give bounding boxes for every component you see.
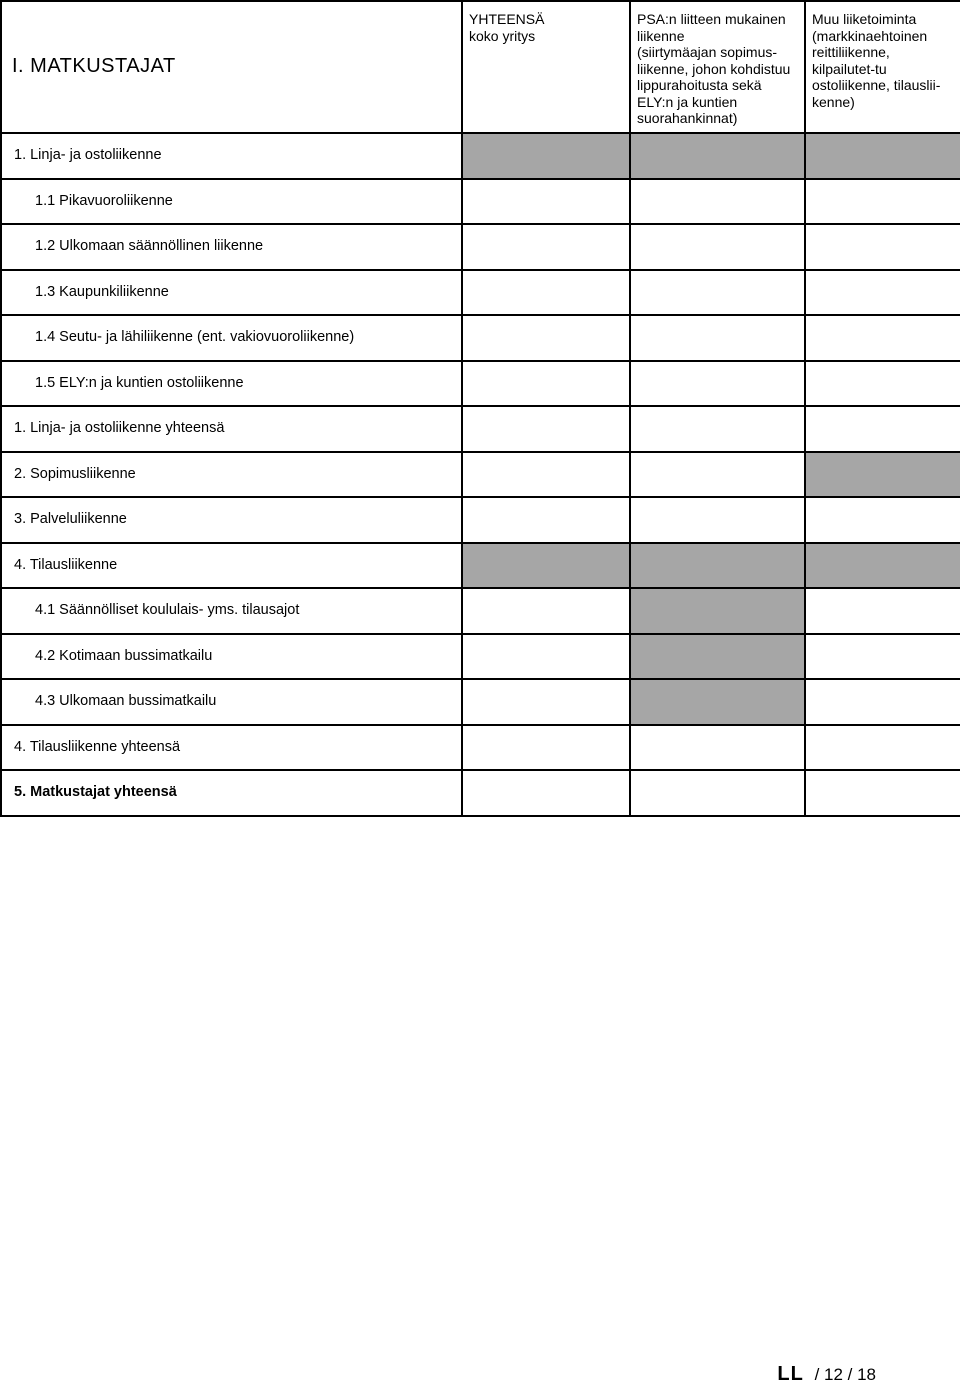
- value-cell-psa[interactable]: [630, 770, 805, 816]
- row-label: 4. Tilausliikenne yhteensä: [1, 725, 462, 771]
- row-label: 2. Sopimusliikenne: [1, 452, 462, 498]
- row-label: 5. Matkustajat yhteensä: [1, 770, 462, 816]
- value-cell-other: [805, 543, 960, 589]
- table-row: [1, 133, 960, 179]
- row-label: 1.2 Ulkomaan säännöllinen liikenne: [1, 224, 462, 270]
- header-psa-cell: [630, 1, 805, 133]
- value-cell-total[interactable]: [462, 770, 630, 816]
- table-row: [1, 452, 960, 498]
- value-cell-total[interactable]: [462, 497, 630, 543]
- table-row: [1, 634, 960, 680]
- value-cell-psa[interactable]: [630, 315, 805, 361]
- value-cell-other[interactable]: [805, 361, 960, 407]
- value-cell-psa[interactable]: [630, 452, 805, 498]
- table-row: [1, 588, 960, 634]
- table-row: [1, 361, 960, 407]
- row-label: 1.4 Seutu- ja lähiliikenne (ent. vakiovuoroliikenne): [1, 315, 462, 361]
- header-total: YHTEENSÄ koko yritys: [469, 11, 545, 44]
- header-total-cell: [462, 1, 630, 133]
- value-cell-other: [805, 452, 960, 498]
- value-cell-other[interactable]: [805, 224, 960, 270]
- table-row: [1, 679, 960, 725]
- table-row: [1, 315, 960, 361]
- table-row: [1, 179, 960, 225]
- table-row: [1, 497, 960, 543]
- table-header-row: [1, 1, 960, 133]
- row-label: 4.3 Ulkomaan bussimatkailu: [1, 679, 462, 725]
- table-row: [1, 270, 960, 316]
- value-cell-other[interactable]: [805, 634, 960, 680]
- value-cell-other[interactable]: [805, 270, 960, 316]
- ll-logo: LL: [777, 1363, 804, 1385]
- value-cell-psa: [630, 133, 805, 179]
- value-cell-other[interactable]: [805, 679, 960, 725]
- header-other: Muu liiketoiminta (markkinaehtoinen reittiliikenne, kilpailutet-tu ostoliikenne, tilauslii-kenne): [812, 11, 941, 110]
- header-other-cell: [805, 1, 960, 133]
- value-cell-total[interactable]: [462, 179, 630, 225]
- value-cell-total: [462, 543, 630, 589]
- value-cell-psa: [630, 634, 805, 680]
- value-cell-total[interactable]: [462, 270, 630, 316]
- value-cell-psa[interactable]: [630, 361, 805, 407]
- value-cell-psa[interactable]: [630, 224, 805, 270]
- value-cell-other[interactable]: [805, 406, 960, 452]
- table-row: [1, 406, 960, 452]
- value-cell-total[interactable]: [462, 315, 630, 361]
- page-footer: [777, 1364, 876, 1385]
- page-number: / 12 / 18: [814, 1365, 876, 1384]
- row-label: 1.3 Kaupunkiliikenne: [1, 270, 462, 316]
- value-cell-psa[interactable]: [630, 497, 805, 543]
- row-label: 4.2 Kotimaan bussimatkailu: [1, 634, 462, 680]
- value-cell-total[interactable]: [462, 588, 630, 634]
- value-cell-other[interactable]: [805, 588, 960, 634]
- row-label: 4. Tilausliikenne: [1, 543, 462, 589]
- row-label: 1.1 Pikavuoroliikenne: [1, 179, 462, 225]
- value-cell-other: [805, 133, 960, 179]
- value-cell-other[interactable]: [805, 770, 960, 816]
- value-cell-psa: [630, 679, 805, 725]
- row-label: 1. Linja- ja ostoliikenne yhteensä: [1, 406, 462, 452]
- section-title: I. MATKUSTAJAT: [12, 54, 176, 77]
- value-cell-total[interactable]: [462, 224, 630, 270]
- value-cell-other[interactable]: [805, 497, 960, 543]
- value-cell-psa: [630, 588, 805, 634]
- row-label: 1.5 ELY:n ja kuntien ostoliikenne: [1, 361, 462, 407]
- header-psa: PSA:n liitteen mukainen liikenne (siirtymäajan sopimus-liikenne, johon kohdistuu lippurahoitusta sekä ELY:n ja kuntien suorahankinnat): [637, 11, 791, 126]
- value-cell-total[interactable]: [462, 725, 630, 771]
- table-row: [1, 543, 960, 589]
- value-cell-psa[interactable]: [630, 270, 805, 316]
- value-cell-total[interactable]: [462, 406, 630, 452]
- value-cell-total[interactable]: [462, 361, 630, 407]
- value-cell-other[interactable]: [805, 315, 960, 361]
- value-cell-total: [462, 133, 630, 179]
- value-cell-psa: [630, 543, 805, 589]
- table-row: [1, 725, 960, 771]
- value-cell-psa[interactable]: [630, 725, 805, 771]
- value-cell-other[interactable]: [805, 725, 960, 771]
- value-cell-total[interactable]: [462, 452, 630, 498]
- value-cell-other[interactable]: [805, 179, 960, 225]
- row-label: 3. Palveluliikenne: [1, 497, 462, 543]
- value-cell-total[interactable]: [462, 634, 630, 680]
- row-label: 1. Linja- ja ostoliikenne: [1, 133, 462, 179]
- value-cell-total[interactable]: [462, 679, 630, 725]
- value-cell-psa[interactable]: [630, 406, 805, 452]
- table-row: [1, 770, 960, 816]
- value-cell-psa[interactable]: [630, 179, 805, 225]
- row-label: 4.1 Säännölliset koululais- yms. tilausajot: [1, 588, 462, 634]
- section-title-cell: [1, 1, 462, 133]
- table-row: [1, 224, 960, 270]
